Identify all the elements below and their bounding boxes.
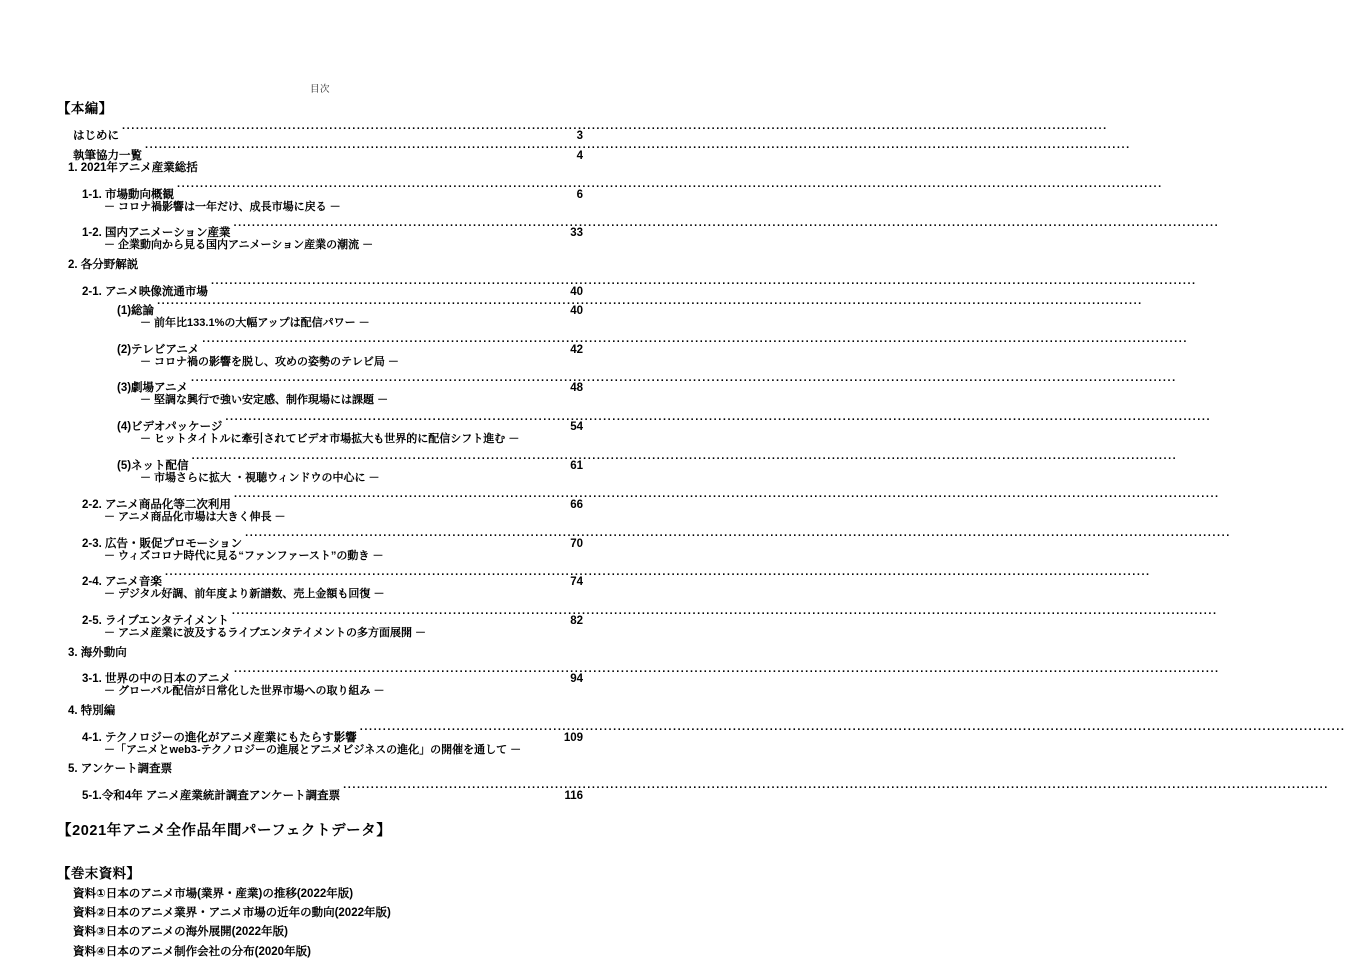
toc-entry-label: 1-2. 国内アニメーション産業 bbox=[82, 227, 231, 240]
toc-entry-label: 2-2. アニメ商品化等二次利用 bbox=[82, 498, 231, 511]
toc-entry-label: (4)ビデオパッケージ bbox=[117, 421, 223, 434]
toc-page-number: 42 bbox=[570, 343, 583, 356]
dot-leader bbox=[245, 527, 555, 546]
toc-entry-label: 4. 特別編 bbox=[68, 704, 116, 717]
appendix-item-label: 資料①日本のアニメ市場(業界・産業)の推移(2022年版) bbox=[73, 887, 354, 900]
toc-entry-label: － ヒットタイトルに牽引されてビデオ市場拡大も世界的に配信シフト進む － bbox=[140, 433, 520, 446]
toc-page-number: 74 bbox=[570, 576, 583, 589]
toc-entry-label: － ウィズコロナ時代に見る“ファンファースト”の動き － bbox=[104, 549, 384, 562]
dot-leader bbox=[234, 488, 555, 507]
toc-entry-label: 2. 各分野解説 bbox=[68, 258, 139, 271]
dot-leader bbox=[191, 372, 555, 391]
dot-leader bbox=[343, 779, 555, 798]
toc-entry-label: 1-1. 市場動向概観 bbox=[82, 188, 175, 201]
toc-page-number: 3 bbox=[576, 130, 583, 143]
toc-entry[interactable] bbox=[0, 721, 640, 744]
toc-page-number: 40 bbox=[570, 285, 583, 298]
toc-entry[interactable] bbox=[0, 527, 640, 550]
toc-entry[interactable] bbox=[0, 488, 640, 511]
section-heading-label: 【2021年アニメ全作品年間パーフェクトデータ】 bbox=[57, 822, 392, 839]
toc-caption bbox=[0, 236, 640, 255]
dot-leader bbox=[202, 333, 555, 352]
dot-leader bbox=[234, 663, 555, 682]
toc-entry[interactable] bbox=[0, 139, 640, 162]
toc-entry-label: 2-3. 広告・販促プロモーション bbox=[82, 537, 243, 550]
section-heading-label: 【巻末資料】 bbox=[57, 865, 141, 881]
toc-entry-label: (3)劇場アニメ bbox=[117, 382, 188, 395]
toc-entry[interactable] bbox=[0, 411, 640, 434]
dot-leader bbox=[360, 721, 555, 740]
dot-leader bbox=[165, 566, 555, 585]
toc-entry-label: － コロナ禍影響は一年だけ、成長市場に戻る － bbox=[104, 200, 341, 213]
toc-entry-label: 3-1. 世界の中の日本のアニメ bbox=[82, 673, 231, 686]
appendix-item-label: 資料③日本のアニメの海外展開(2022年版) bbox=[73, 926, 288, 939]
toc-entry[interactable] bbox=[0, 295, 640, 317]
toc-entry-label: (1)総論 bbox=[117, 304, 155, 317]
toc-caption bbox=[0, 682, 640, 701]
toc-page-number: 109 bbox=[563, 731, 583, 744]
dot-leader bbox=[145, 139, 555, 158]
spacer bbox=[0, 843, 640, 863]
toc-entry[interactable] bbox=[0, 178, 640, 201]
table-of-contents bbox=[0, 98, 640, 962]
toc-page-number: 94 bbox=[570, 673, 583, 686]
toc-entry-label: － 企業動向から見る国内アニメーション産業の潮流 － bbox=[104, 239, 374, 252]
toc-caption bbox=[0, 624, 640, 643]
toc-page-number: 40 bbox=[570, 304, 583, 317]
toc-entry-label: 5-1.令和4年 アニメ産業統計調査アンケート調査票 bbox=[82, 789, 341, 802]
toc-entry-label: － コロナ禍の影響を脱し、攻めの姿勢のテレビ局 － bbox=[140, 355, 399, 368]
section-heading-label: 【本編】 bbox=[57, 101, 113, 116]
toc-entry-label: 4-1. テクノロジーの進化がアニメ産業にもたらす影響 bbox=[82, 731, 357, 744]
appendix-item-list bbox=[0, 885, 640, 962]
toc-entry-label: (2)テレビアニメ bbox=[117, 343, 200, 356]
dot-leader bbox=[192, 450, 555, 469]
appendix-item bbox=[0, 943, 640, 962]
toc-entry[interactable] bbox=[0, 217, 640, 240]
toc-page-number: 33 bbox=[570, 227, 583, 240]
toc-entry-label: － 堅調な興行で強い安定感、制作現場には課題 － bbox=[140, 394, 389, 407]
toc-entry-label: 2-4. アニメ音楽 bbox=[82, 576, 162, 589]
section-heading-appendix bbox=[0, 863, 640, 885]
toc-entry-label: － グローバル配信が日常化した世界市場への取り組み － bbox=[104, 685, 385, 698]
toc-entry[interactable] bbox=[0, 372, 640, 395]
toc-page-number: 82 bbox=[570, 615, 583, 628]
toc-entry[interactable] bbox=[0, 333, 640, 356]
toc-entry-label: － 前年比133.1%の大幅アップは配信パワー － bbox=[140, 316, 370, 329]
appendix-item-label: 資料④日本のアニメ制作会社の分布(2020年版) bbox=[73, 945, 311, 958]
appendix-item bbox=[0, 923, 640, 942]
toc-entry-label: －「アニメとweb3-テクノロジーの進展とアニメビジネスの進化」の開催を通して － bbox=[104, 743, 522, 756]
appendix-item bbox=[0, 885, 640, 904]
toc-entry-label: 執筆協力一覧 bbox=[73, 149, 142, 162]
toc-entry-label: － アニメ産業に波及するライブエンタテイメントの多方面展開 － bbox=[104, 627, 427, 640]
toc-entry[interactable] bbox=[0, 450, 640, 473]
dot-leader bbox=[177, 178, 555, 197]
toc-entry-label: 2-5. ライブエンタテイメント bbox=[82, 615, 229, 628]
toc-page bbox=[0, 0, 640, 958]
toc-entry-label: － デジタル好調、前年度より新譜数、売上金額も回復 － bbox=[104, 588, 385, 601]
toc-entry[interactable] bbox=[0, 605, 640, 628]
toc-caption bbox=[0, 741, 640, 760]
toc-entry-label: － アニメ商品化市場は大きく伸長 － bbox=[104, 510, 286, 523]
toc-page-number: 4 bbox=[576, 149, 583, 162]
toc-page-number: 6 bbox=[576, 188, 583, 201]
toc-entry[interactable] bbox=[0, 779, 640, 802]
toc-page-number: 61 bbox=[570, 460, 583, 473]
toc-entry-label: (5)ネット配信 bbox=[117, 460, 189, 473]
dot-leader bbox=[232, 605, 555, 624]
toc-page-number: 70 bbox=[570, 537, 583, 550]
toc-entry-list bbox=[0, 120, 640, 802]
appendix-item bbox=[0, 904, 640, 923]
toc-entry-label: 3. 海外動向 bbox=[68, 646, 127, 659]
toc-entry[interactable] bbox=[0, 663, 640, 686]
dot-leader bbox=[233, 217, 555, 236]
toc-page-number: 66 bbox=[570, 498, 583, 511]
toc-page-number: 116 bbox=[564, 789, 583, 802]
toc-page-number: 54 bbox=[570, 421, 583, 434]
section-heading-perfect-data bbox=[0, 819, 640, 843]
dot-leader bbox=[225, 411, 555, 430]
toc-page-number: 48 bbox=[570, 382, 583, 395]
toc-entry-label: － 市場さらに拡大 ・視聴ウィンドウの中心に － bbox=[140, 472, 380, 485]
toc-entry-label: 2-1. アニメ映像流通市場 bbox=[82, 285, 208, 298]
toc-entry-label: 5. アンケート調査票 bbox=[68, 762, 173, 775]
page-title: 目次 bbox=[309, 85, 330, 95]
dot-leader bbox=[157, 295, 555, 314]
toc-entry[interactable] bbox=[0, 566, 640, 589]
toc-entry-label: はじめに bbox=[73, 130, 119, 143]
appendix-item-label: 資料②日本のアニメ業界・アニメ市場の近年の動向(2022年版) bbox=[73, 907, 391, 920]
toc-entry-label: 1. 2021年アニメ産業総括 bbox=[68, 161, 198, 174]
